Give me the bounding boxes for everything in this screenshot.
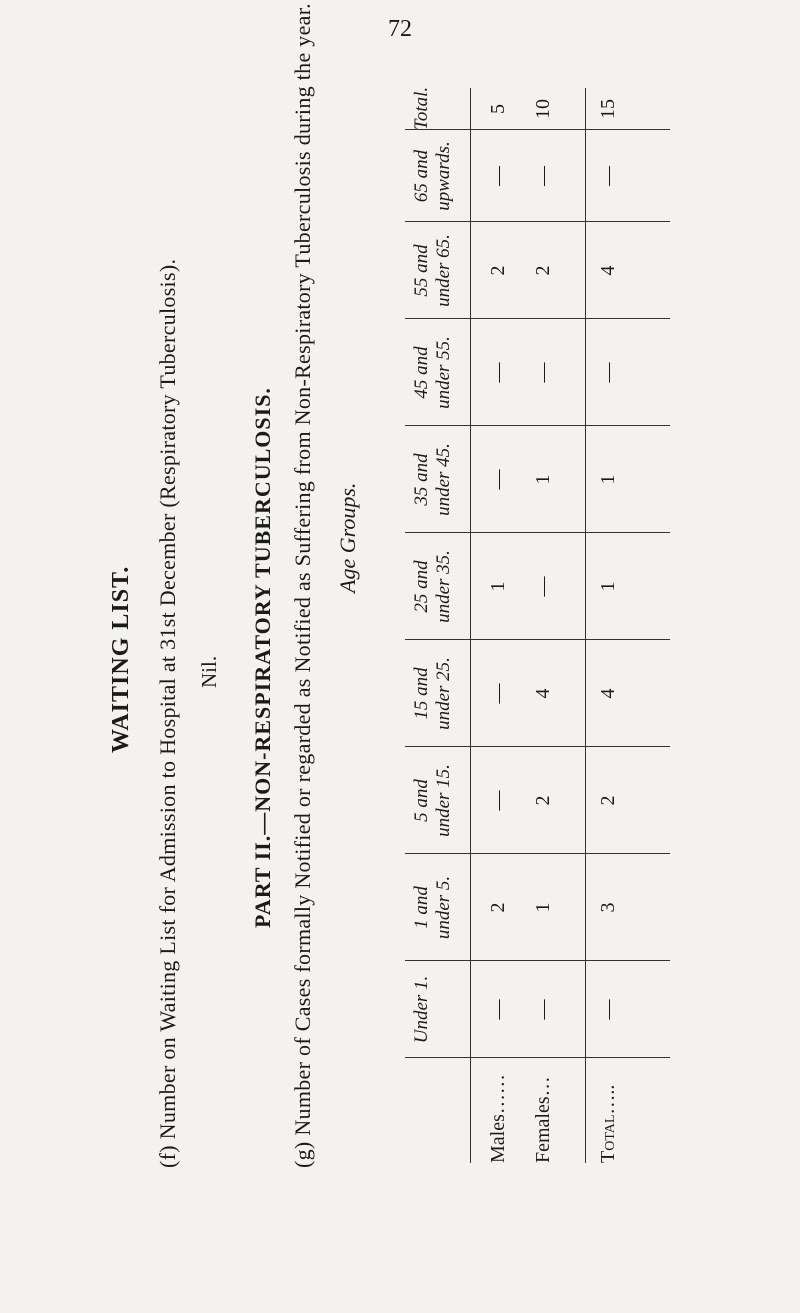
column-header-line1: Under 1. — [411, 975, 432, 1044]
table-cell: 2 — [487, 265, 509, 276]
row-label-females: Females… — [532, 1076, 554, 1163]
table-cell: 15 — [597, 99, 619, 119]
waiting-list-title: WAITING LIST. — [108, 565, 134, 753]
column-header-line2: under 5. — [433, 875, 454, 940]
column-header-line1: 25 and — [411, 560, 432, 613]
waiting-list-value: Nil. — [197, 655, 221, 688]
table-cell: 2 — [597, 795, 619, 806]
table-cell: 1 — [597, 474, 619, 485]
column-header-line1: Total. — [411, 86, 432, 130]
column-header-line2: under 45. — [433, 443, 454, 516]
column-header-line2: under 25. — [433, 657, 454, 730]
column-5-under-15 — [405, 747, 670, 854]
table-cell: — — [532, 999, 554, 1020]
column-total — [405, 88, 670, 130]
column-65-upwards — [405, 130, 670, 222]
table-cell: — — [487, 790, 509, 811]
column-header-line1: 35 and — [411, 453, 432, 506]
table-cell: — — [532, 362, 554, 383]
table-cell: — — [532, 576, 554, 597]
part-two-title: PART II.—NON-RESPIRATORY TUBERCULOSIS. — [250, 387, 275, 928]
notified-cases-table — [405, 88, 670, 1163]
column-header-line2: under 65. — [433, 234, 454, 307]
table-cell: — — [532, 166, 554, 186]
column-1-under-5 — [405, 854, 670, 961]
table-cell: — — [487, 683, 509, 704]
column-header-line1: 65 and — [411, 149, 432, 203]
column-header-line1: 45 and — [411, 346, 432, 399]
notified-cases-caption: (g) Number of Cases formally Notified or regarded as Notified as Suffering from Non-Respiratory Tuberculosis during the year. — [290, 3, 315, 1168]
table-cell: — — [487, 166, 509, 186]
waiting-list-caption: (f) Number on Waiting List for Admission to Hospital at 31st December (Respiratory Tuberculosis). — [155, 258, 180, 1168]
column-55-under-65 — [405, 222, 670, 319]
column-header-line2: under 55. — [433, 336, 454, 409]
table-cell: 1 — [532, 474, 554, 485]
column-header-line1: 1 and — [411, 886, 432, 929]
column-header-line1: 5 and — [411, 779, 432, 822]
column-header-line1: 55 and — [411, 244, 432, 297]
column-header-line1: 15 and — [411, 667, 432, 720]
table-cell: 4 — [597, 688, 619, 699]
table-cell: — — [487, 469, 509, 490]
column-header-line2: under 35. — [433, 550, 454, 623]
column-header-line2: under 15. — [433, 764, 454, 837]
row-label-males: Males…… — [487, 1074, 509, 1163]
table-cell: — — [597, 362, 619, 383]
row-label-total: Total….. — [597, 1084, 619, 1163]
table-cell: — — [597, 166, 619, 186]
column-45-under-55 — [405, 319, 670, 426]
column-25-under-35 — [405, 533, 670, 640]
table-cell: 3 — [597, 902, 619, 913]
table-cell: 2 — [532, 795, 554, 806]
column-under-1 — [405, 961, 670, 1058]
table-cell: 2 — [532, 265, 554, 276]
table-cell: 4 — [532, 688, 554, 699]
table-cell: 5 — [487, 104, 509, 114]
column-15-under-25 — [405, 640, 670, 747]
table-cell: — — [487, 362, 509, 383]
column-header-line2: upwards. — [433, 141, 454, 211]
table-cell: 1 — [532, 902, 554, 913]
table-cell: 10 — [532, 99, 554, 119]
table-cell: 2 — [487, 902, 509, 913]
table-cell: — — [487, 999, 509, 1020]
table-cell: — — [597, 999, 619, 1020]
age-groups-header: Age Groups. — [335, 482, 360, 593]
table-cell: 1 — [487, 581, 509, 592]
table-cell: 1 — [597, 581, 619, 592]
page-number: 72 — [388, 16, 412, 42]
column-35-under-45 — [405, 426, 670, 533]
table-cell: 4 — [597, 265, 619, 276]
